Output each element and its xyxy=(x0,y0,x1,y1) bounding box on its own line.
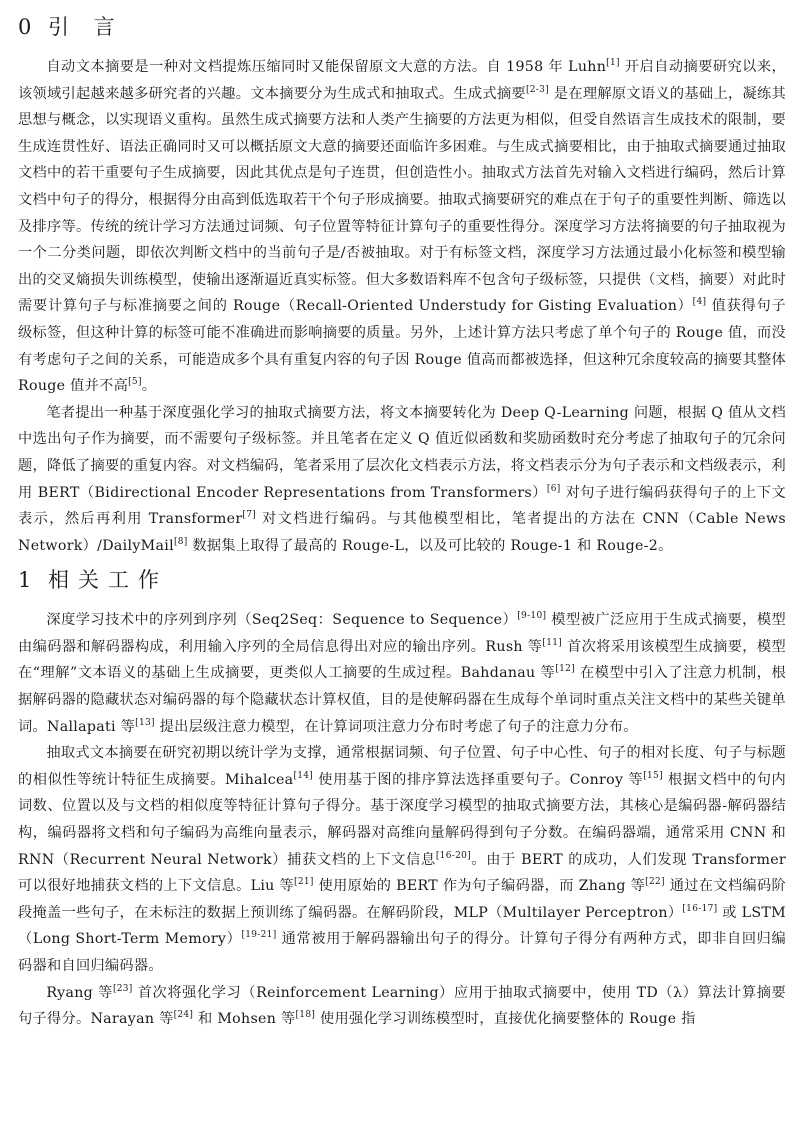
citation-marker: [1] xyxy=(606,58,620,68)
citation-marker: [18] xyxy=(295,1010,316,1021)
citation-marker: [7] xyxy=(242,510,257,521)
body-paragraph: 笔者提出一种基于深度强化学习的抽取式摘要方法，将文本摘要转化为 Deep Q-Learning 问题，根据 Q 值从文档中选出句子作为摘要，而不需要句子级标签。并且笔者在定义 Q 值近似函数和奖励函数时充分考虑了抽取句子的冗余问题，降低了摘要的重复内容。对文档编码，笔者采用了层次化文档表示方法，将文档表示分为句子表示和文档级表示，利用 BERT（Bidirectional Encoder Representations from Transformers）[6] 对句子进行编码获得句子的上下文表示，然后再利用 Transformer[7] 对文档进行编码。与其他模型相比，笔者提出的方法在 CNN（Cable News Network）/DailyMail[8] 数据集上取得了最高的 Rouge-L，以及可比较的 Rouge-1 和 Rouge-2。 xyxy=(18,404,787,554)
citation-marker: [19-21] xyxy=(241,930,277,941)
body-paragraph: 抽取式文本摘要在研究初期以统计学为支撑，通常根据词频、句子位置、句子中心性、句子的相对长度、句子与标题的相似性等统计特征生成摘要。Mihalcea[14] 使用基于图的排序算法选择重要句子。Conroy 等[15] 根据文档中的句内词数、位置以及与文档的相似度等特征计算句子得分。基于深度学习模型的抽取式摘要方法，其核心是编码器-解码器结构，编码器将文档和句子编码为高维向量表示，解码器对高维向量解码得到句子分数。在编码器端，通常采用 CNN 和 RNN（Recurrent Neural Network）捕获文档的上下文信息[16-20]。由于 BERT 的成功，人们发现 Transformer 可以很好地捕获文档的上下文信息。Liu 等[21] 使用原始的 BERT 作为句子编码器，而 Zhang 等[22] 通过在文档编码阶段掩盖一些句子，在未标注的数据上预训练了编码器。在解码阶段，MLP（Multilayer Perceptron）[16-17] 或 LSTM（Long Short-Term Memory）[19-21] 通常被用于解码器输出句子的得分。计算句子得分有两种方式，即非自回归编码器和自回归编码器。 xyxy=(18,745,786,974)
citation-marker: [24] xyxy=(173,1010,194,1021)
citation-marker: [14] xyxy=(293,770,314,781)
citation-marker: [21] xyxy=(294,877,314,888)
citation-marker: [22] xyxy=(645,877,665,888)
citation-marker: [6] xyxy=(546,483,561,494)
citation-marker: [5] xyxy=(128,377,142,388)
citation-marker: [2-3] xyxy=(525,84,549,95)
citation-marker: [13] xyxy=(135,717,155,728)
citation-marker: [9-10] xyxy=(517,611,547,622)
body-paragraph: 深度学习技术中的序列到序列（Seq2Seq：Sequence to Sequence）[9-10] 模型被广泛应用于生成式摘要，模型由编码器和解码器构成，利用输入序列的全局信息得出对应的输出序列。Rush 等[11] 首次将采用该模型生成摘要，模型在“理解”文本语义的基础上生成摘要，更类似人工摘要的生成过程。Bahdanau 等[12] 在模型中引入了注意力机制，根据解码器的隐藏状态对编码器的每个隐藏状态计算权值，目的是使解码器在生成每个单词时重点关注文档中的某些关键单词。Nallapati 等[13] 提出层级注意力模型，在计算词项注意力分布时考虑了句子的注意力分布。 xyxy=(18,611,787,735)
citation-marker: [12] xyxy=(555,664,575,675)
citation-marker: [4] xyxy=(692,297,707,308)
body-paragraph: Ryang 等[23] 首次将强化学习（Reinforcement Learning）应用于抽取式摘要中，使用 TD（λ）算法计算摘要句子得分。Narayan 等[24] 和 Mohsen 等[18] 使用强化学习训练模型时，直接优化摘要整体的 Rouge 指 xyxy=(18,983,786,1028)
section-heading-related-work xyxy=(18,563,786,597)
citation-marker: [15] xyxy=(643,770,663,781)
citation-marker: [16-17] xyxy=(682,903,718,914)
citation-marker: [23] xyxy=(112,983,133,994)
citation-marker: [11] xyxy=(542,637,563,648)
section-heading-introduction xyxy=(18,10,786,44)
body-paragraph: 自动文本摘要是一种对文档提炼压缩同时又能保留原文大意的方法。自 1958 年 Luhn[1] 开启自动摘要研究以来，该领域引起越来越多研究者的兴趣。文本摘要分为生成式和抽取式。生成式摘要[2-3] 是在理解原文语义的基础上，凝练其思想与概念，以实现语义重构。虽然生成式摘要方法和人类产生摘要的方法更为相似，但受自然语言生成技术的限制，要生成连贯性好、语法正确同时又可以概括原文大意的摘要还面临许多困难。与生成式摘要相比，由于抽取式摘要通过抽取文档中的若干重要句子生成摘要，因此其优点是句子连贯，但创造性小。抽取式方法首先对输入文档进行编码，然后计算文档中句子的得分，根据得分由高到低选取若干个句子形成摘要。抽取式摘要研究的难点在于句子的重要性判断、筛选以及排序等。传统的统计学习方法通过词频、句子位置等特征计算句子的重要性得分。深度学习方法将摘要的句子抽取视为一个二分类问题，即依次判断文档中的当前句子是/否被抽取。对于有标签文档，深度学习方法通过最小化标签和模型输出的交叉熵损失训练模型，使输出逐渐逼近真实标签。但大多数语料库不包含句子级标签，只提供（文档，摘要）对此时需要计算句子与标准摘要之间的 Rouge（Recall-Oriented Understudy for Gisting Evaluation）[4] 值获得句子级标签，但这种计算的标签可能不准确进而影响摘要的质量。另外，上述计算方法只考虑了单个句子的 Rouge 值，而没有考虑句子之间的关系，可能造成多个具有重复内容的句子因 Rouge 值高而都被选择，但这种冗余度较高的摘要其整体 Rouge 值并不高[5]。 xyxy=(18,58,787,395)
citation-marker: [8] xyxy=(173,536,188,547)
citation-marker: [16-20] xyxy=(435,850,471,861)
section-number: 0 xyxy=(18,15,33,39)
section-title: 相关工作 xyxy=(48,568,168,593)
section-title: 引 言 xyxy=(48,15,124,39)
section-number: 1 xyxy=(18,568,33,593)
